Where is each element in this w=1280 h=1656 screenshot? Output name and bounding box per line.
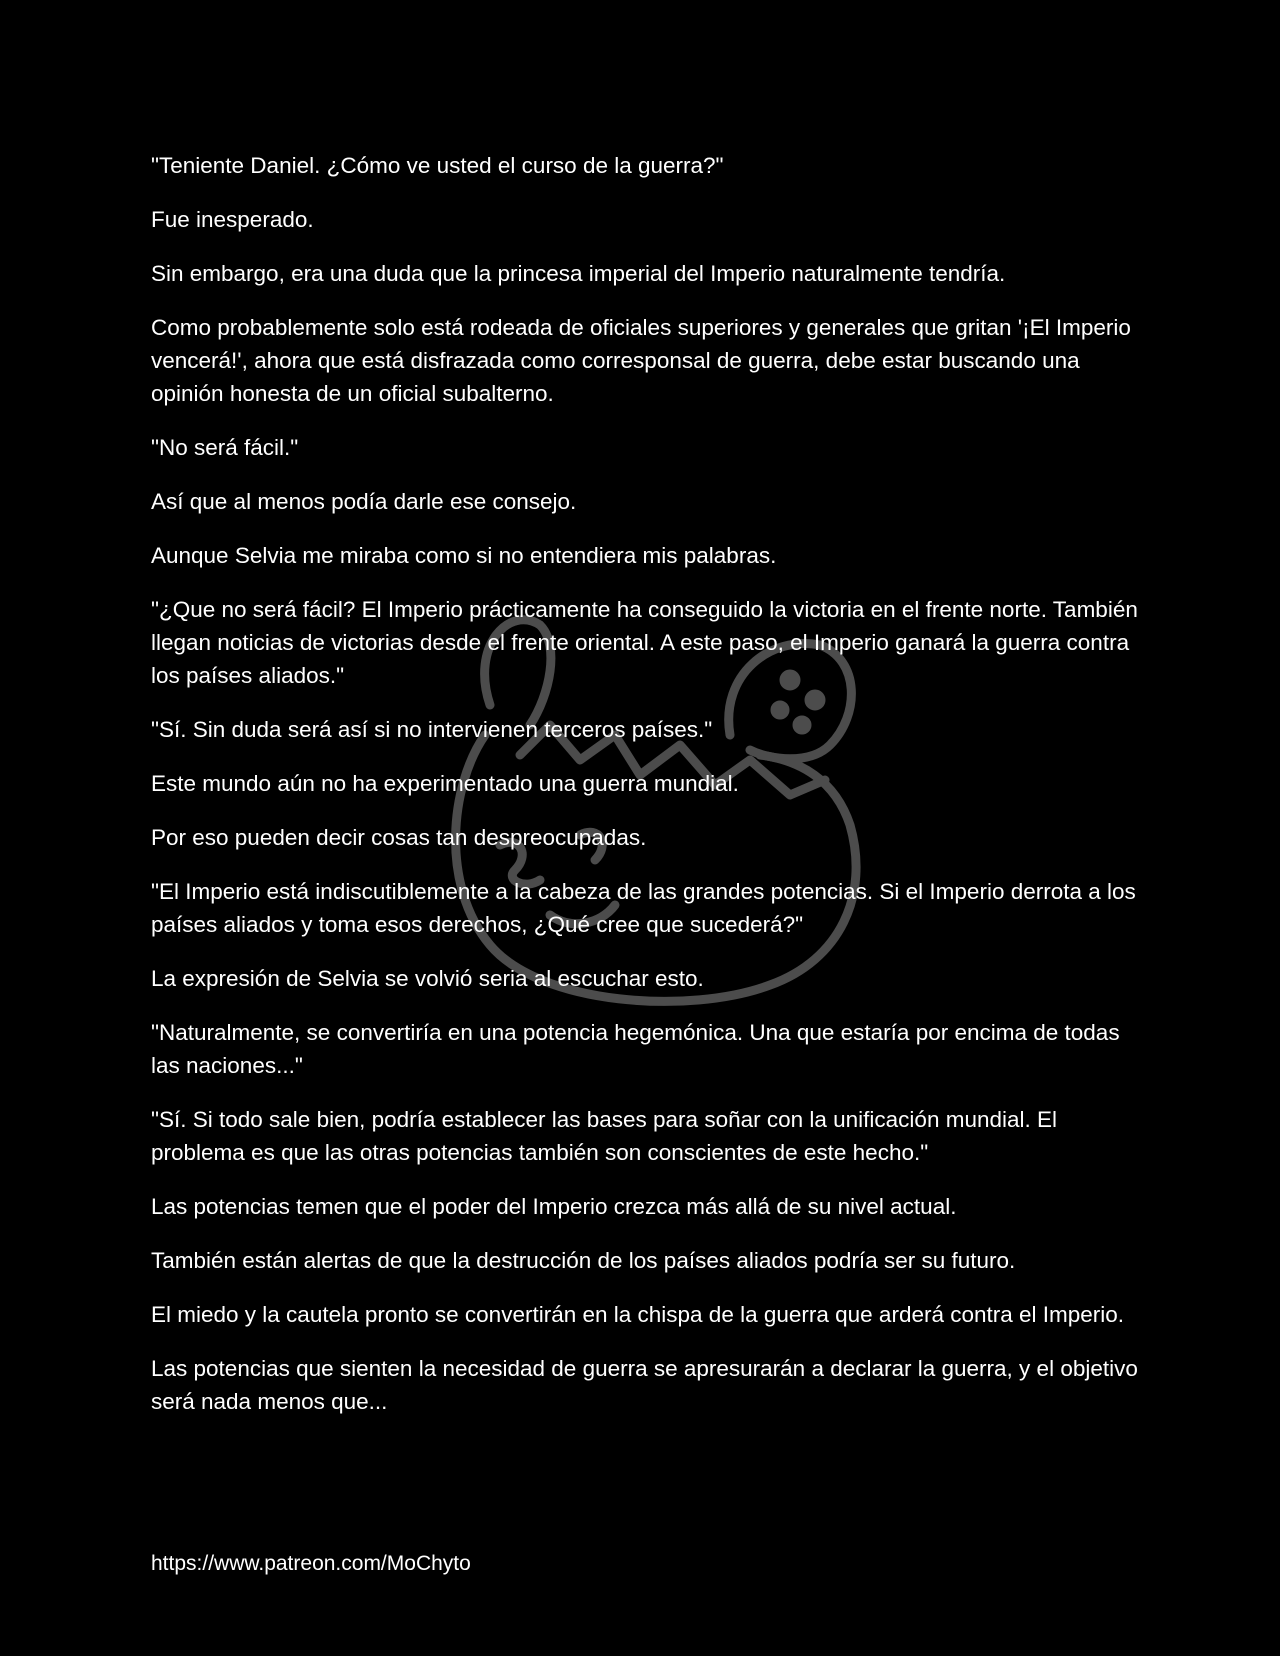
paragraph: "Teniente Daniel. ¿Cómo ve usted el curso de la guerra?" — [151, 153, 724, 178]
paragraph: Fue inesperado. — [151, 207, 314, 232]
paragraph: "El Imperio está indiscutiblemente a la cabeza de las grandes potencias. Si el Imperio derrota a los países aliados y toma esos derechos, ¿Qué cree que sucederá?" — [151, 879, 1136, 937]
paragraph: Por eso pueden decir cosas tan despreocupadas. — [151, 825, 647, 850]
paragraph: Como probablemente solo está rodeada de oficiales superiores y generales que gritan '¡El Imperio vencerá!', ahora que está disfrazada como corresponsal de guerra, debe estar buscando una opinión honesta de un oficial subalterno. — [151, 315, 1131, 406]
paragraph: Sin embargo, era una duda que la princesa imperial del Imperio naturalmente tendría. — [151, 261, 1006, 286]
paragraph: Este mundo aún no ha experimentado una guerra mundial. — [151, 771, 739, 796]
paragraph: La expresión de Selvia se volvió seria al escuchar esto. — [151, 966, 704, 991]
paragraph: "¿Que no será fácil? El Imperio prácticamente ha conseguido la victoria en el frente norte. También llegan noticias de victorias desde el frente oriental. A este paso, el Imperio ganará la guerra contra los países aliados." — [151, 597, 1138, 688]
paragraph: "Sí. Sin duda será así si no intervienen terceros países." — [151, 717, 713, 742]
patreon-link[interactable]: https://www.patreon.com/MoChyto — [151, 1552, 471, 1575]
paragraph: Las potencias temen que el poder del Imperio crezca más allá de su nivel actual. — [151, 1194, 957, 1219]
paragraph: Así que al menos podía darle ese consejo. — [151, 489, 577, 514]
paragraph: "Naturalmente, se convertiría en una potencia hegemónica. Una que estaría por encima de todas las naciones..." — [151, 1020, 1120, 1078]
paragraph: También están alertas de que la destrucción de los países aliados podría ser su futuro. — [151, 1248, 1016, 1273]
paragraph: "No será fácil." — [151, 435, 299, 460]
paragraph: "Sí. Si todo sale bien, podría establecer las bases para soñar con la unificación mundial. El problema es que las otras potencias también son conscientes de este hecho." — [151, 1107, 1058, 1165]
paragraph: El miedo y la cautela pronto se convertirán en la chispa de la guerra que arderá contra el Imperio. — [151, 1302, 1125, 1327]
paragraph: Aunque Selvia me miraba como si no entendiera mis palabras. — [151, 543, 777, 568]
paragraph: Las potencias que sienten la necesidad de guerra se apresurarán a declarar la guerra, y el objetivo será nada menos que... — [151, 1356, 1138, 1414]
document-body — [151, 149, 1141, 1439]
